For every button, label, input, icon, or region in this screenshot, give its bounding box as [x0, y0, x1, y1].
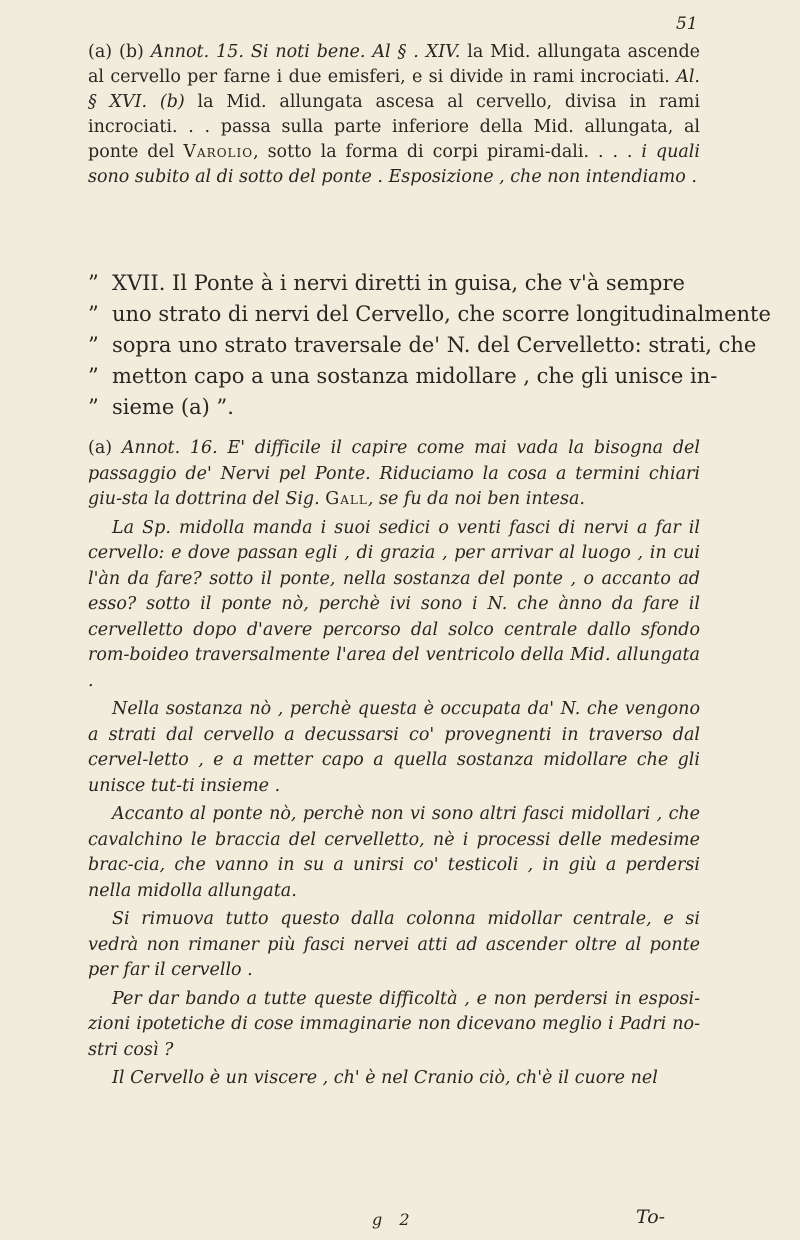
footnote-a-al-label: Al. § XVI. (b)	[88, 67, 700, 112]
signature-mark: g 2	[372, 1210, 416, 1229]
footnote-a-text-2: la Mid. allungata ascende al cervello per farne i due emisferi, e si divide in rami incrociati.	[88, 42, 701, 87]
annotation-paragraph: (a) Annot. 16. E' difficile il capire come mai vada la bisogna del passaggio de' Nervi pel Ponte. Riduciamo la cosa a termini chiari giu-sta la dottrina del Sig. Gall, se fu da noi ben intesa.	[88, 438, 700, 509]
annotation-paragraph: La Sp. midolla manda i suoi sedici o venti fasci di nervi a far il cervello: e dove passan egli , di grazia , per arrivar al luogo , in cui l'àn da fare? sotto il ponte, nella sostanza del ponte , o accanto ad esso? sotto il ponte nò, perchè ivi sono i N. che ànno da fare il cervelletto dopo d'avere percorso dal solco centrale dallo sfondo rom-boideo traversalmente l'area del ventricolo della Mid. allungata .	[88, 517, 700, 691]
quote-line: ” sopra uno strato traversale de' N. del Cervelletto: strati, che	[88, 333, 757, 357]
footnote-a-text-4: , sotto la forma di corpi pirami-dali. . . .	[253, 142, 642, 162]
quote-line: ” uno strato di nervi del Cervello, che scorre longitudinalmente	[88, 302, 771, 326]
footnote-a	[88, 40, 700, 190]
page-number: 51	[676, 14, 698, 34]
footnote-a-text-3: la Mid. allungata ascesa al cervello, divisa in rami incrociati. . . passa sulla parte inferiore della Mid. allungata, al ponte del	[88, 92, 700, 162]
catchword: To-	[636, 1206, 666, 1228]
annotation-paragraph: Si rimuova tutto questo dalla colonna midollar centrale, e si vedrà non rimaner più fasci nervei atti ad ascender oltre al ponte per far il cervello .	[88, 909, 700, 980]
annotation-paragraph: Accanto al ponte nò, perchè non vi sono altri fasci midollari , che cavalchino le braccia del cervelletto, nè i processi delle medesime brac-cia, che vanno in su a unirsi co' testicoli , in giù a perdersi nella midolla allungata.	[88, 804, 700, 901]
quote-line: ” metton capo a una sostanza midollare , che gli unisce in-	[88, 364, 718, 388]
annotation-16	[88, 436, 700, 1095]
footnote-a-varolio: Varolio	[183, 142, 254, 162]
annotation-label: Annot. 16.	[121, 438, 228, 458]
quoted-passage	[88, 268, 771, 423]
footnote-a-tail: i quali sono subito al di sotto del ponte . Esposizione , che non intendiamo .	[88, 142, 700, 187]
footnote-a-text-1: (a) (b)	[88, 42, 151, 62]
quote-line: ” XVII. Il Ponte à i nervi diretti in guisa, che v'à sempre	[88, 271, 685, 295]
author-gall: Gall	[325, 489, 368, 509]
quote-line: ” sieme (a) ”.	[88, 395, 234, 419]
annotation-paragraph: Nella sostanza nò , perchè questa è occupata da' N. che vengono a strati dal cervello a decussarsi co' provegnenti in traverso dal cervel-letto , e a metter capo a quella sostanza midollare che gli unisce tut-ti insieme .	[88, 699, 700, 796]
footnote-a-annot-label: Annot. 15. Si noti bene. Al § . XIV.	[150, 42, 461, 62]
annotation-paragraph: Il Cervello è un viscere , ch' è nel Cranio ciò, ch'è il cuore nel	[112, 1068, 658, 1088]
annotation-paragraph: Per dar bando a tutte queste difficoltà , e non perdersi in esposi-zioni ipotetiche di cose immaginarie non dicevano meglio i Padri no-stri così ?	[88, 988, 700, 1060]
